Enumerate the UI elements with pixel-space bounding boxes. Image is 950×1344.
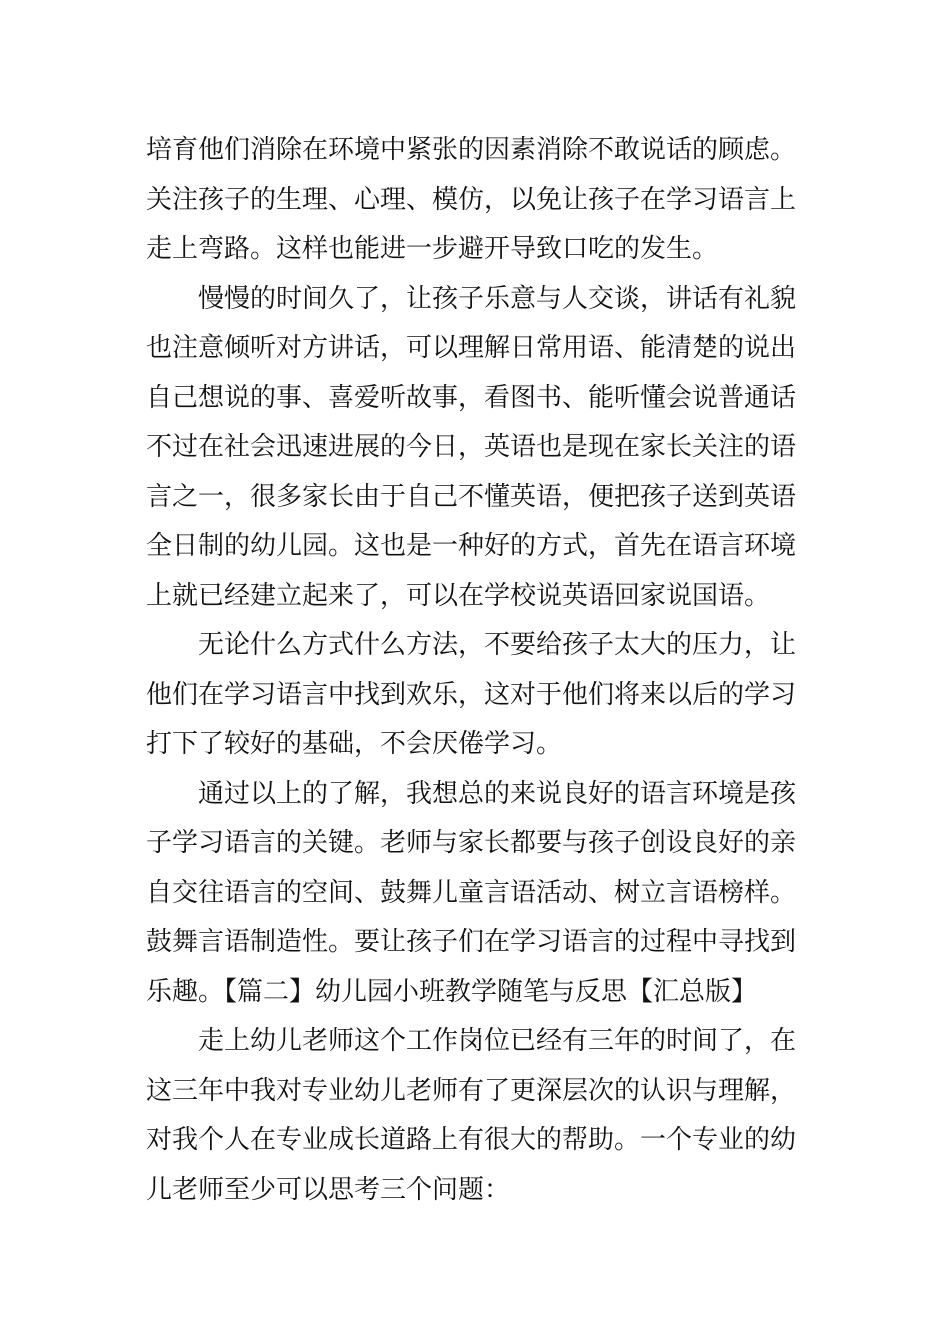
- text-line: 走上弯路。这样也能进一步避开导致口吃的发生。: [146, 234, 719, 264]
- text-line: 儿老师至少可以思考三个问题：: [146, 1174, 511, 1205]
- text-line: 培育他们消除在环境中紧张的因素消除不敢说话的顾虑。: [146, 135, 797, 165]
- text-line: 也注意倾听对方讲话，可以理解日常用语、能清楚的说出: [146, 333, 797, 363]
- text-line: 子学习语言的关键。老师与家长都要与孩子创设良好的亲: [146, 828, 797, 858]
- text-line: 走上幼儿老师这个工作岗位已经有三年的时间了，在: [198, 1026, 797, 1056]
- text-line: 无论什么方式什么方法，不要给孩子太大的压力，让: [198, 630, 797, 660]
- text-line: 通过以上的了解，我想总的来说良好的语言环境是孩: [198, 778, 797, 809]
- text-line: 全日制的幼儿园。这也是一种好的方式，首先在语言环境: [146, 531, 797, 561]
- text-line: 对我个人在专业成长道路上有很大的帮助。一个专业的幼: [146, 1125, 797, 1155]
- text-line: 他们在学习语言中找到欢乐，这对于他们将来以后的学习: [146, 679, 797, 710]
- text-line: 这三年中我对专业幼儿老师有了更深层次的认识与理解，: [146, 1075, 797, 1106]
- text-line: 自交往语言的空间、鼓舞儿童言语活动、树立言语榜样。: [146, 877, 797, 908]
- text-line: 上就已经建立起来了，可以在学校说英语回家说国语。: [146, 580, 771, 611]
- text-line: 鼓舞言语制造性。要让孩子们在学习语言的过程中寻找到: [146, 927, 797, 957]
- text-line: 自己想说的事、喜爱听故事，看图书、能听懂会说普通话: [146, 382, 797, 413]
- body-text: [146, 126, 810, 1215]
- text-line: 打下了较好的基础，不会厌倦学习。: [146, 729, 563, 759]
- text-line: 言之一，很多家长由于自己不懂英语，便把孩子送到英语: [146, 481, 797, 512]
- text-line: 乐趣。【篇二】幼儿园小班教学随笔与反思【汇总版】: [146, 976, 758, 1007]
- text-line: 关注孩子的生理、心理、模仿，以免让孩子在学习语言上: [146, 184, 797, 215]
- text-line: 慢慢的时间久了，让孩子乐意与人交谈，讲话有礼貌: [198, 283, 797, 314]
- text-line: 不过在社会迅速进展的今日，英语也是现在家长关注的语: [146, 432, 797, 462]
